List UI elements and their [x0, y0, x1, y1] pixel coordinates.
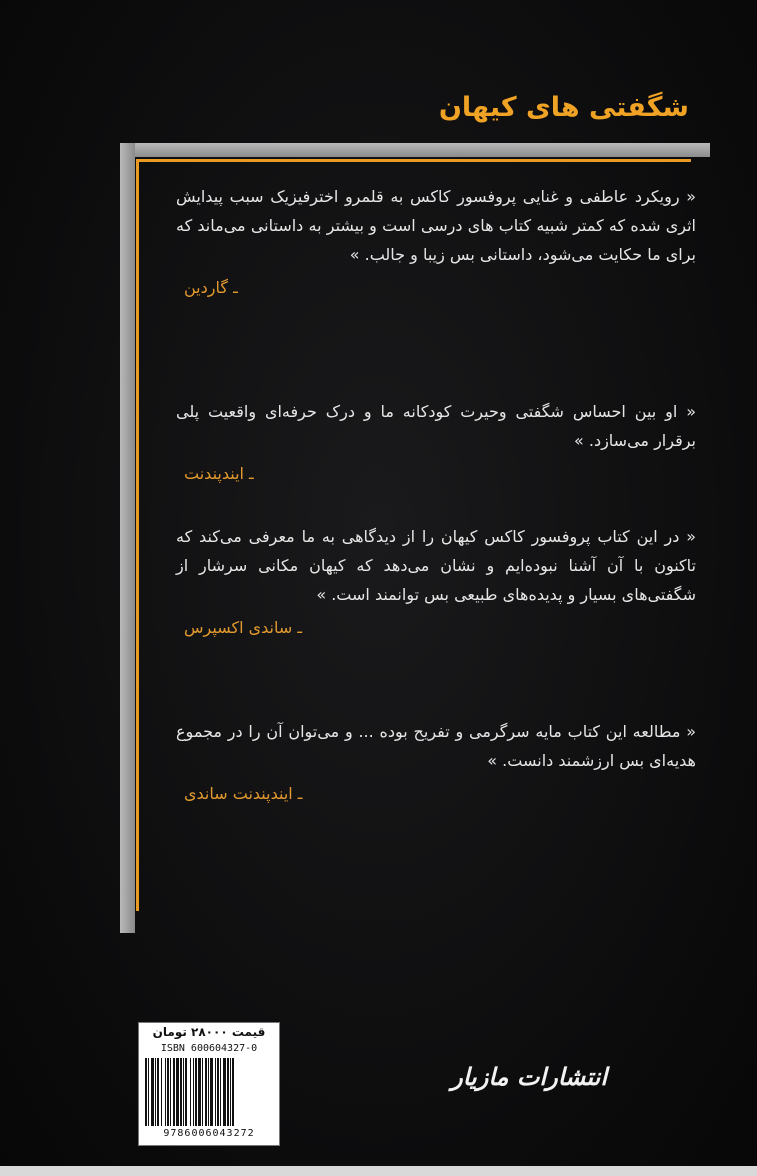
frame-gray-left: [120, 143, 135, 933]
barcode-bar: [198, 1058, 201, 1126]
barcode-bar: [195, 1058, 197, 1126]
barcode-bar: [205, 1058, 207, 1126]
review-4: [176, 717, 696, 808]
barcode-bar: [145, 1058, 147, 1126]
review-quote: « در این کتاب پروفسور کاکس کیهان را از دیدگاهی به ما معرفی می‌کند که تاکنون با آن آشنا نبوده‌ایم و نشان می‌دهد که کیهان مکانی سرشار از شگفتی‌های بسیار و پدیده‌های طبیعی بس توانمند است. »: [176, 527, 696, 604]
review-quote: « او بین احساس شگفتی وحیرت کودکانه ما و درک حرفه‌ای واقعیت پلی برقرار می‌سازد. »: [176, 402, 696, 450]
barcode-bar: [193, 1058, 194, 1126]
barcode-bar: [157, 1058, 159, 1126]
barcode-bar: [185, 1058, 187, 1126]
barcode-bar: [183, 1058, 184, 1126]
barcode-bar: [217, 1058, 219, 1126]
bottom-edge: [0, 1166, 757, 1176]
barcode-bar: [232, 1058, 234, 1126]
barcode-sticker: [138, 1022, 280, 1146]
barcode-bar: [230, 1058, 231, 1126]
barcode-bar: [161, 1058, 162, 1126]
review-source: ـ ایندپندنت: [184, 464, 254, 483]
barcode-bar: [170, 1058, 171, 1126]
price-label: قیمت ۲۸۰۰۰ تومان: [152, 1025, 266, 1039]
book-title: شگفتی های کیهان: [438, 92, 689, 123]
barcode-bar: [227, 1058, 229, 1126]
review-source: ـ گاردین: [184, 278, 238, 297]
barcode-bar: [215, 1058, 216, 1126]
review-2: [176, 397, 696, 488]
review-source: ـ ایندپندنت ساندی: [184, 784, 303, 803]
barcode-bar: [208, 1058, 209, 1126]
review-3: [176, 522, 696, 642]
barcode-bar: [220, 1058, 221, 1126]
barcode-bar: [223, 1058, 226, 1126]
barcode-bar: [176, 1058, 179, 1126]
review-source: ـ ساندی اکسپرس: [184, 618, 303, 637]
frame-gold-left: [136, 159, 139, 911]
barcode-bar: [165, 1058, 166, 1126]
barcode-bar: [202, 1058, 203, 1126]
isbn-label: ISBN 600604327-0: [160, 1043, 258, 1054]
barcode-bar: [173, 1058, 175, 1126]
barcode-bar: [151, 1058, 154, 1126]
barcode-bar: [155, 1058, 156, 1126]
review-quote: « مطالعه این کتاب مایه سرگرمی و تفریح بوده ... و می‌توان آن را در مجموع هدیه‌ای بس ارزشمند دانست. »: [176, 722, 696, 770]
review-1: [176, 182, 696, 302]
barcode-bar: [210, 1058, 213, 1126]
barcode-bar: [190, 1058, 191, 1126]
review-quote: « رویکرد عاطفی و غنایی پروفسور کاکس به قلمرو اخترفیزیک سبب پیدایش اثری شده که کمتر شبیه کتاب های درسی است و بیشتر به داستانی می‌ماند که برای ما حکایت می‌شود، داستانی بس زیبا و جالب. »: [176, 187, 696, 264]
barcode-icon: [145, 1058, 273, 1126]
frame-gray-top: [120, 143, 710, 157]
barcode-bar: [148, 1058, 149, 1126]
ean-number: 9786006043272: [163, 1128, 255, 1139]
barcode-bar: [167, 1058, 169, 1126]
frame-gold-top: [136, 159, 691, 162]
barcode-bar: [180, 1058, 182, 1126]
publisher-logo: انتشارات مازیار: [451, 1062, 607, 1091]
